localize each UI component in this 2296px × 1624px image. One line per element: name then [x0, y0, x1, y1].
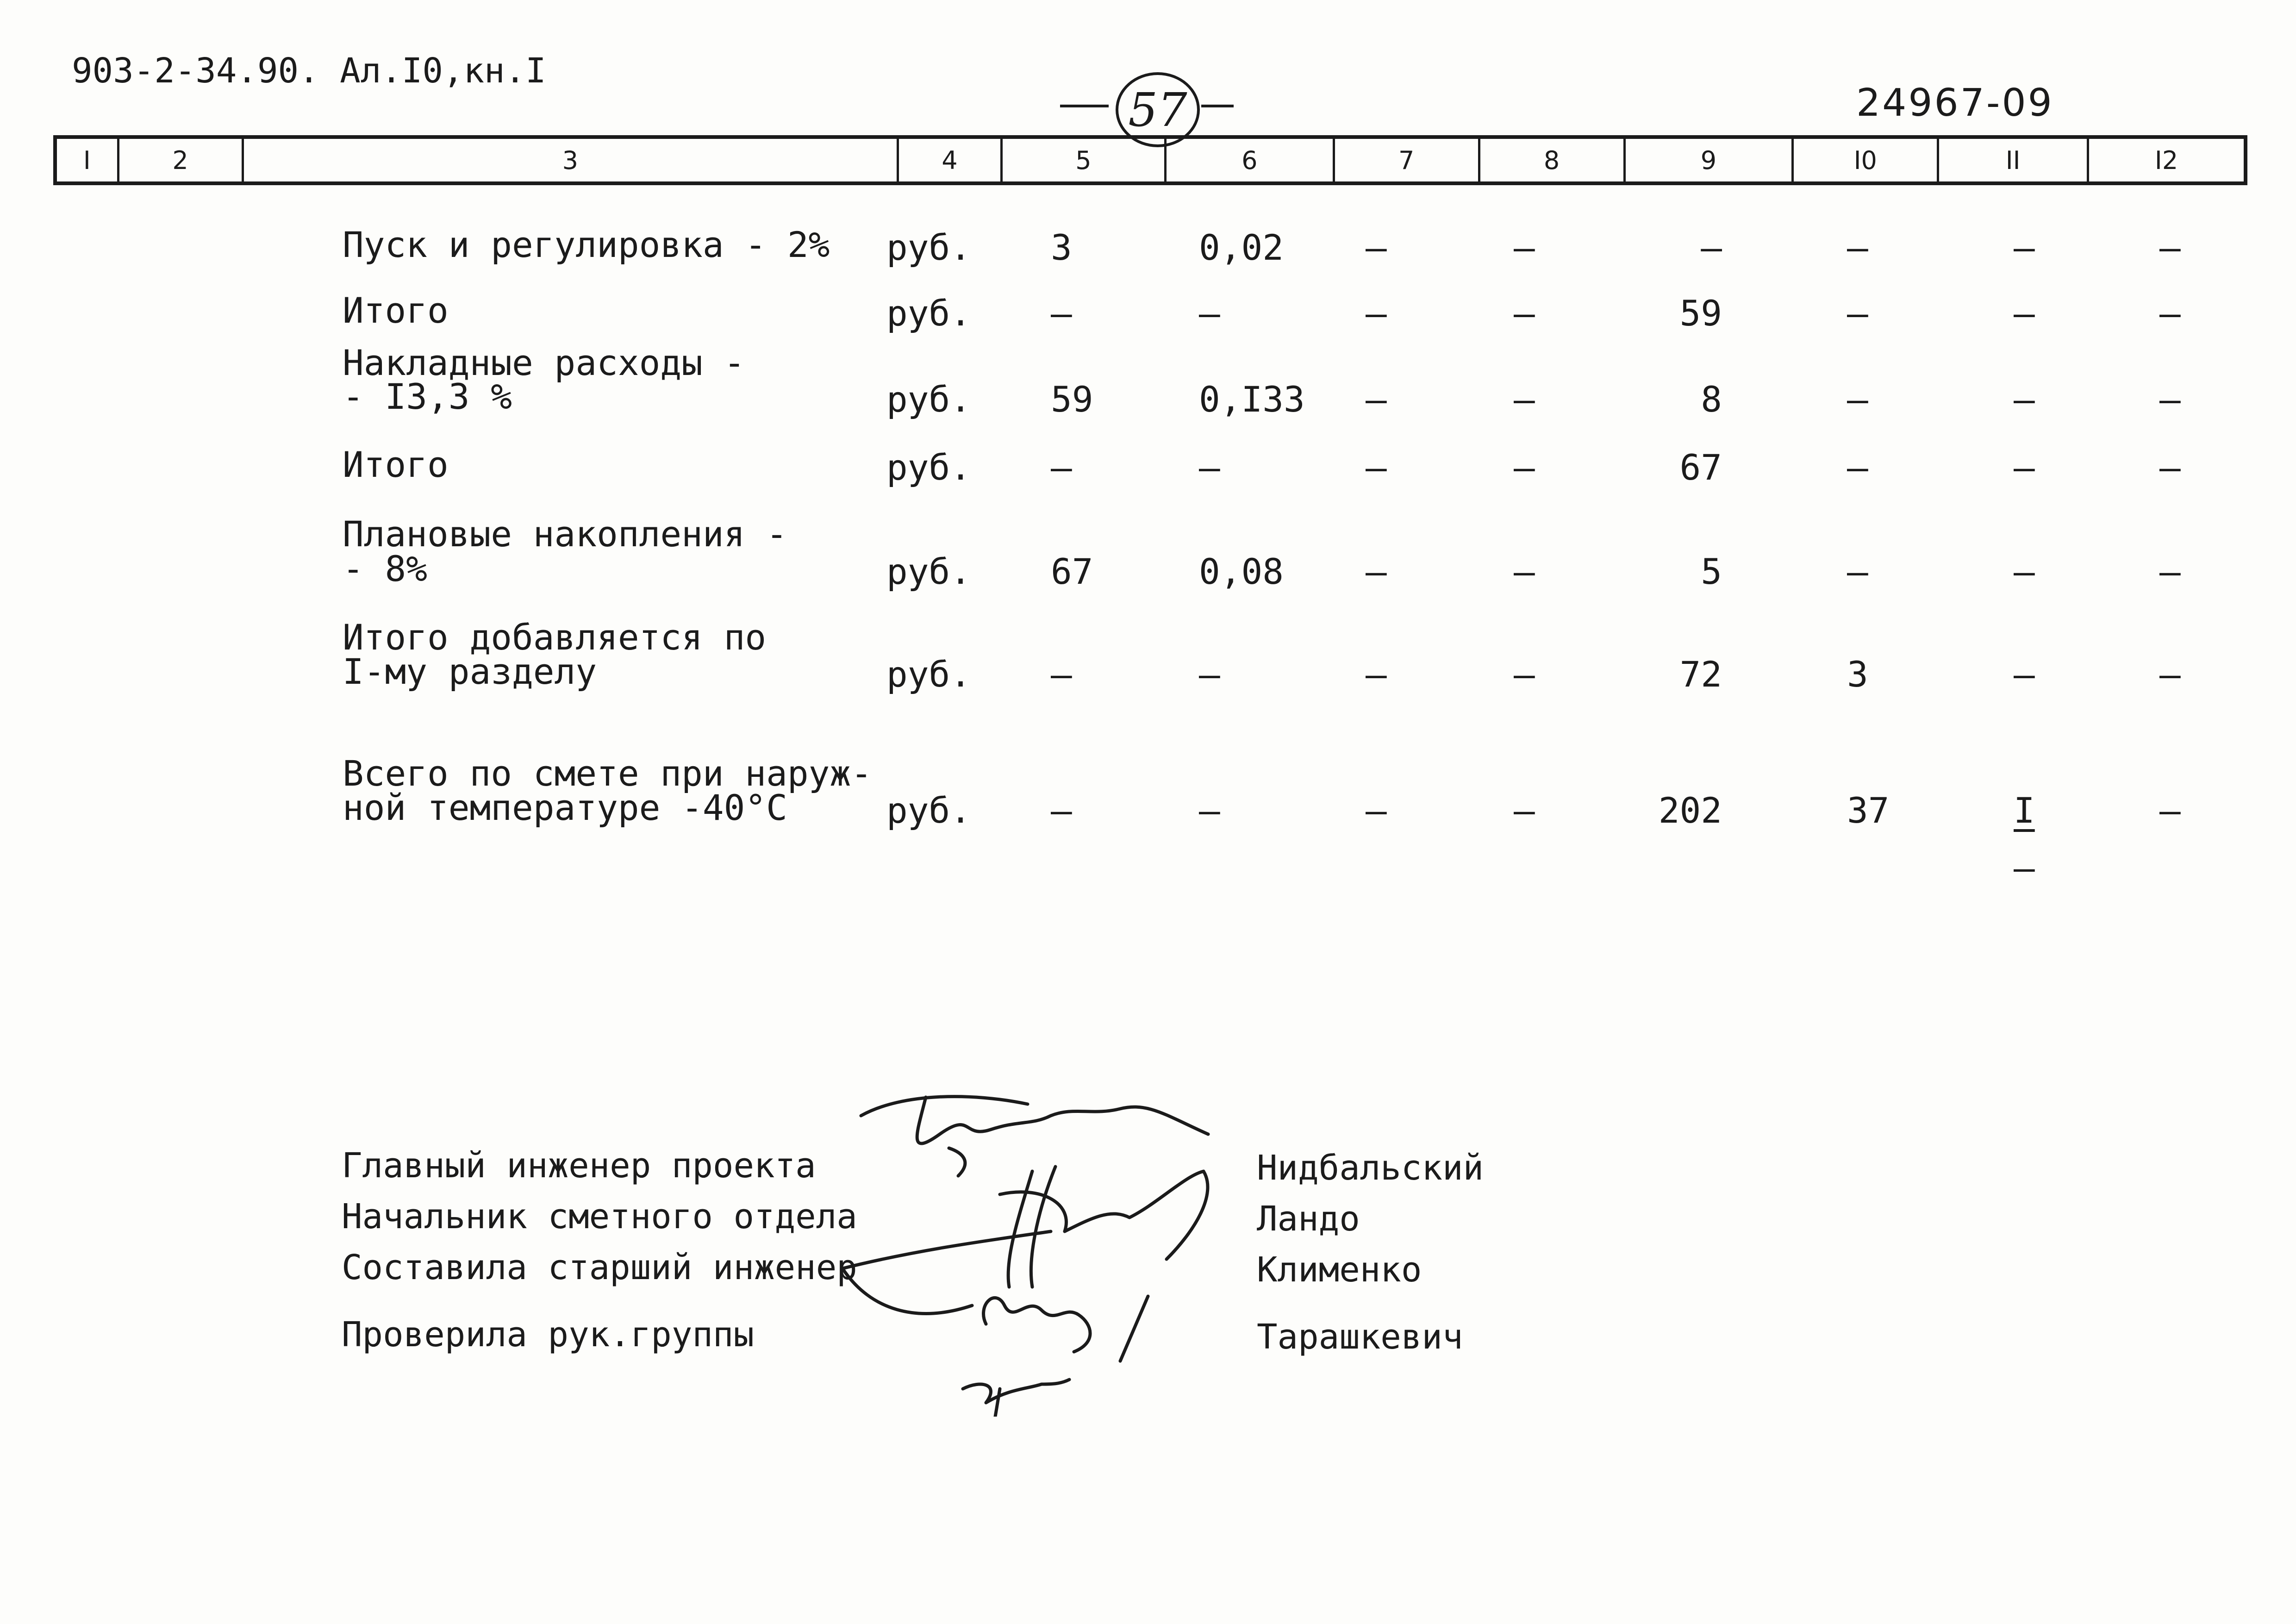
row-col12: –	[2159, 790, 2181, 831]
column-header-2: 2	[119, 139, 244, 181]
row-name-line1: Всего по смете при наруж-	[343, 753, 872, 794]
signature-role: Начальник сметного отдела	[342, 1197, 857, 1237]
page-number-dash-right	[1201, 105, 1234, 107]
row-col11: –	[2014, 379, 2035, 420]
row-name: Итого	[343, 290, 449, 331]
row-col11: –	[2014, 551, 2035, 592]
row-col5: –	[1051, 447, 1072, 488]
row-col5: –	[1051, 654, 1072, 695]
row-col5: –	[1051, 293, 1072, 334]
row-col8: –	[1514, 551, 1535, 592]
row-col12: –	[2159, 293, 2181, 334]
row-name-line2: - I3,3 %	[343, 376, 512, 417]
column-header-8: 8	[1480, 139, 1626, 181]
row-name-line2: I-му разделу	[343, 651, 597, 692]
row-col11-below: –	[2014, 847, 2035, 888]
row-col6: 0,I33	[1199, 379, 1305, 420]
row-col5: 59	[1051, 379, 1093, 420]
column-header-4: 4	[899, 139, 1003, 181]
row-col8: –	[1514, 379, 1535, 420]
signature-role: Проверила рук.группы	[342, 1315, 755, 1355]
signature-name: Ландо	[1257, 1199, 1360, 1239]
column-header-1: I	[57, 139, 119, 181]
column-header-3: 3	[244, 139, 899, 181]
row-unit: руб.	[886, 790, 972, 831]
row-col11: –	[2014, 227, 2035, 268]
column-header-6: 6	[1167, 139, 1335, 181]
row-name-line1: Плановые накопления -	[343, 513, 787, 555]
row-col7: –	[1366, 227, 1387, 268]
row-col9: 72	[1679, 654, 1722, 695]
row-col8: –	[1514, 654, 1535, 695]
signature-role: Главный инженер проекта	[342, 1146, 816, 1186]
row-col8: –	[1514, 293, 1535, 334]
row-col12: –	[2159, 379, 2181, 420]
row-name: Пуск и регулировка - 2%	[343, 224, 830, 265]
row-col9: –	[1701, 227, 1722, 268]
row-col8: –	[1514, 447, 1535, 488]
row-unit: руб.	[886, 654, 972, 695]
row-col8: –	[1514, 790, 1535, 831]
page-number-mark	[1060, 69, 1236, 143]
row-col11: –	[2014, 447, 2035, 488]
row-col12: –	[2159, 551, 2181, 592]
row-unit: руб.	[886, 293, 972, 334]
signature-role: Составила старший инженер	[342, 1248, 857, 1287]
row-col6: –	[1199, 654, 1220, 695]
row-col12: –	[2159, 654, 2181, 695]
row-unit: руб.	[886, 227, 972, 268]
row-col11: I	[2014, 790, 2035, 831]
row-unit: руб.	[886, 379, 972, 420]
row-name-line2: - 8%	[343, 548, 428, 589]
row-col10: –	[1847, 379, 1868, 420]
row-col7: –	[1366, 293, 1387, 334]
column-header-5: 5	[1003, 139, 1167, 181]
row-col7: –	[1366, 551, 1387, 592]
column-header-12: I2	[2154, 145, 2178, 175]
row-col10: –	[1847, 551, 1868, 592]
signature-name: Клименко	[1257, 1250, 1422, 1290]
row-col9: 8	[1701, 379, 1722, 420]
row-col9: 67	[1679, 447, 1722, 488]
row-col5: 3	[1051, 227, 1072, 268]
row-col10: 3	[1847, 654, 1868, 695]
row-col5: –	[1051, 790, 1072, 831]
row-col12: –	[2159, 227, 2181, 268]
row-name-line1: Накладные расходы -	[343, 342, 745, 383]
row-col10: –	[1847, 447, 1868, 488]
row-col10: –	[1847, 293, 1868, 334]
row-col7: –	[1366, 654, 1387, 695]
row-col6: –	[1199, 293, 1220, 334]
column-header-7: 7	[1335, 139, 1480, 181]
column-header-9: 9	[1626, 139, 1794, 181]
row-col6: 0,02	[1199, 227, 1284, 268]
row-col9: 5	[1701, 551, 1722, 592]
row-name-line1: Итого добавляется по	[343, 617, 767, 658]
row-col11: –	[2014, 293, 2035, 334]
row-col11: –	[2014, 654, 2035, 695]
row-col10: –	[1847, 227, 1868, 268]
document-number: 24967-09	[1856, 81, 2054, 125]
row-unit: руб.	[886, 551, 972, 592]
row-col10: 37	[1847, 790, 1890, 831]
row-name: Итого	[343, 444, 449, 485]
page-number: 57	[1116, 72, 1200, 147]
handwritten-signatures-icon	[833, 1065, 1250, 1417]
row-unit: руб.	[886, 447, 972, 488]
document-code: 903-2-34.90. Ал.I0,кн.I	[72, 51, 546, 91]
row-col7: –	[1366, 790, 1387, 831]
signature-name: Нидбальский	[1257, 1148, 1484, 1188]
column-header-10: I0	[1794, 139, 1939, 181]
row-col9: 202	[1658, 790, 1722, 831]
column-header-11: II	[1939, 139, 2089, 181]
column-header-row	[53, 135, 2247, 185]
row-col8: –	[1514, 227, 1535, 268]
row-col5: 67	[1051, 551, 1093, 592]
row-col7: –	[1366, 447, 1387, 488]
row-col6: –	[1199, 447, 1220, 488]
page-number-dash-left	[1060, 105, 1109, 107]
row-col6: 0,08	[1199, 551, 1284, 592]
row-col12: –	[2159, 447, 2181, 488]
row-col9: 59	[1679, 293, 1722, 334]
row-col7: –	[1366, 379, 1387, 420]
row-col6: –	[1199, 790, 1220, 831]
signature-name: Тарашкевич	[1257, 1317, 1463, 1357]
row-name-line2: ной температуре -40°С	[343, 787, 787, 828]
